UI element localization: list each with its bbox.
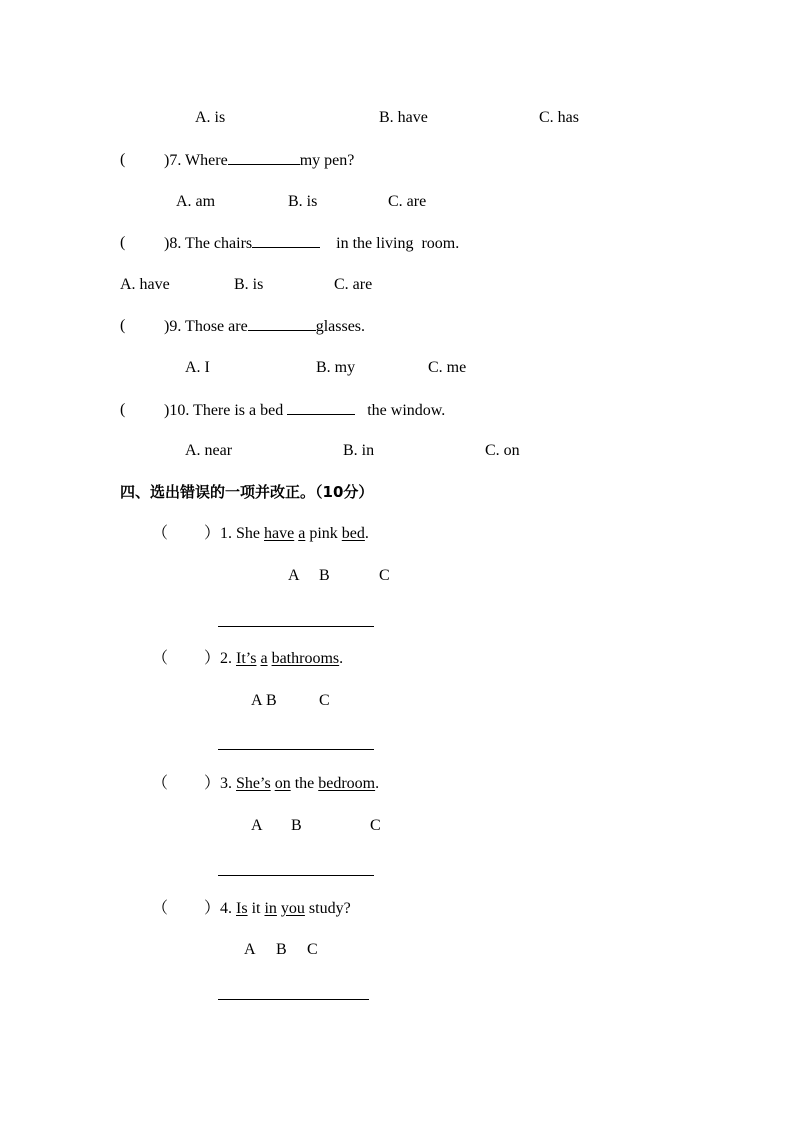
q7-answer-paren: (: [120, 151, 126, 168]
e1-answer-paren-open: （: [152, 525, 169, 542]
section-4-heading-text: 四、选出错误的一项并改正。（: [120, 483, 323, 501]
q7-text-after: my pen?: [299, 152, 355, 169]
e4-sentence: [204, 899, 351, 919]
q10-number: )10.: [164, 402, 190, 419]
e2-correction-line[interactable]: [218, 749, 374, 750]
q9-text-before: Those are: [185, 318, 248, 335]
q10-option-c: C. on: [485, 442, 520, 459]
q9-blank[interactable]: [248, 316, 316, 331]
e3-label-b: B: [291, 817, 302, 834]
e1-option-c-word: bed: [341, 525, 365, 542]
e4-number: ）4.: [204, 900, 233, 917]
e2-label-a: A: [251, 692, 263, 709]
q7-option-c: C. are: [388, 193, 427, 210]
q10-text-after: the window.: [367, 402, 446, 419]
section-4-heading: [120, 482, 373, 502]
e2-option-c-word: bathrooms: [271, 650, 340, 667]
q9-option-b: B. my: [316, 359, 356, 376]
q9-answer-paren: (: [120, 317, 126, 334]
q6-option-a: A. is: [195, 109, 226, 126]
section-4-score: 10: [322, 483, 344, 501]
e3-label-c: C: [370, 817, 381, 834]
e2-number: ）2.: [204, 650, 233, 667]
q8-number: )8.: [164, 235, 182, 252]
e4-option-a-word: Is: [236, 900, 248, 917]
q9-text-after: glasses.: [315, 318, 366, 335]
q9-option-c: C. me: [428, 359, 467, 376]
q8-answer-paren: (: [120, 234, 126, 251]
q7-number: )7.: [164, 152, 182, 169]
e1-correction-line[interactable]: [218, 626, 374, 627]
q6-option-b: B. have: [379, 109, 428, 126]
q9-question: [164, 316, 365, 337]
q6-option-c: C. has: [539, 109, 579, 126]
q10-question: [164, 400, 445, 421]
q8-question: [164, 233, 459, 254]
e4-label-b: B: [276, 941, 287, 958]
e1-word-she: She: [236, 525, 261, 542]
e4-answer-paren-open: （: [152, 900, 169, 917]
e4-word-study: study?: [308, 900, 351, 917]
e1-word-pink: pink: [309, 525, 338, 542]
e4-option-c-word: you: [280, 900, 305, 917]
e3-end: .: [375, 775, 380, 792]
q10-answer-paren: (: [120, 401, 126, 418]
q7-option-a: A. am: [176, 193, 216, 210]
q9-number: )9.: [164, 318, 182, 335]
q7-option-b: B. is: [288, 193, 318, 210]
e4-word-it: it: [251, 900, 261, 917]
e1-label-c: C: [379, 567, 390, 584]
e2-end: .: [339, 650, 344, 667]
e4-option-b-word: in: [264, 900, 277, 917]
q10-option-b: B. in: [343, 442, 375, 459]
e3-sentence: [204, 774, 379, 794]
q9-option-a: A. I: [185, 359, 210, 376]
e2-label-b: B: [266, 692, 277, 709]
q8-text-after: in the living room.: [336, 235, 460, 252]
e1-sentence: [204, 524, 369, 544]
e3-option-a-word: She’s: [236, 775, 271, 792]
q7-question: [164, 150, 354, 171]
q8-option-c: C. are: [334, 276, 373, 293]
e2-option-a-word: It’s: [236, 650, 257, 667]
e1-end: .: [364, 525, 369, 542]
e1-option-b-word: a: [298, 525, 306, 542]
e3-answer-paren-open: （: [152, 775, 169, 792]
q8-blank[interactable]: [252, 233, 320, 248]
e4-label-a: A: [244, 941, 256, 958]
e3-number: ）3.: [204, 775, 233, 792]
e3-option-c-word: bedroom: [318, 775, 376, 792]
q7-text-before: Where: [185, 152, 228, 169]
q10-text-before: There is a bed: [193, 402, 284, 419]
q8-option-b: B. is: [234, 276, 264, 293]
q8-text-before: The chairs: [185, 235, 253, 252]
section-4-heading-end: 分）: [343, 483, 374, 501]
e1-label-b: B: [319, 567, 330, 584]
e2-answer-paren-open: （: [152, 650, 169, 667]
e3-word-the: the: [294, 775, 315, 792]
q7-blank[interactable]: [228, 150, 300, 165]
q10-blank[interactable]: [287, 400, 355, 415]
e1-number: ）1.: [204, 525, 233, 542]
e3-label-a: A: [251, 817, 263, 834]
e1-option-a-word: have: [264, 525, 295, 542]
q10-option-a: A. near: [185, 442, 233, 459]
e1-label-a: A: [288, 567, 300, 584]
e4-correction-line[interactable]: [218, 999, 369, 1000]
e4-label-c: C: [307, 941, 318, 958]
e2-option-b-word: a: [260, 650, 268, 667]
e3-option-b-word: on: [274, 775, 291, 792]
e2-label-c: C: [319, 692, 330, 709]
q8-option-a: A. have: [120, 276, 170, 293]
e3-correction-line[interactable]: [218, 875, 374, 876]
e2-sentence: [204, 649, 343, 669]
